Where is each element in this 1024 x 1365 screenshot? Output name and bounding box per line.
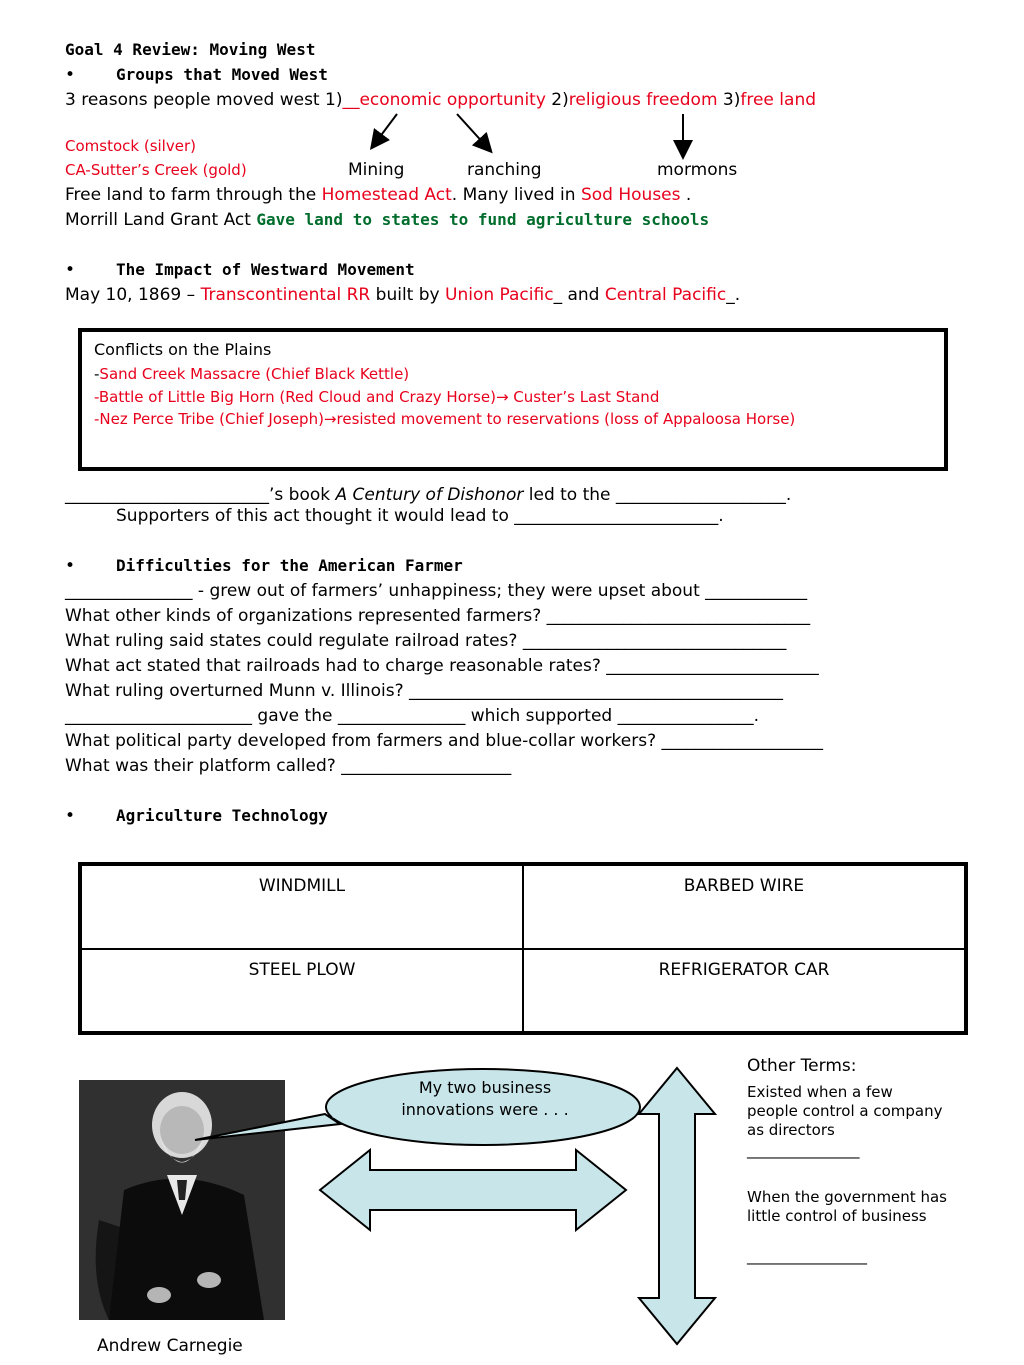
question-4: What act stated that railroads had to charge reasonable rates? _________________________ (65, 656, 819, 676)
dishonor-line: ________________________’s book A Century of Dishonor led to the ____________________. (65, 485, 792, 505)
morrill-answer: Gave land to states to fund agriculture schools (256, 210, 710, 229)
bullet: • (65, 806, 76, 826)
union-pacific: Union Pacific (445, 285, 554, 305)
conflict-little-big-horn: -Battle of Little Big Horn (Red Cloud and Crazy Horse)→ Custer’s Last Stand (94, 388, 660, 406)
question-5: What ruling overturned Munn v. Illinois? ____________________________________________ (65, 681, 784, 701)
conflict-nez-perce: -Nez Perce Tribe (Chief Joseph)→resisted movement to reservations (loss of Appaloosa Horse) (94, 410, 796, 428)
section-heading-farmer: Difficulties for the American Farmer (116, 556, 463, 575)
reason-land: free land (740, 90, 817, 110)
section-heading-technology: Agriculture Technology (116, 806, 328, 825)
cell-barbed-wire: BARBED WIRE (523, 864, 966, 949)
reasons-line: 3 reasons people moved west 1)__economic opportunity 2)religious freedom 3)free land (65, 90, 817, 110)
term-1-blank: _______________ (747, 1141, 860, 1159)
railroad-line: May 10, 1869 – Transcontinental RR built by Union Pacific_ and Central Pacific_. (65, 285, 741, 305)
cell-windmill: WINDMILL (80, 864, 523, 949)
morrill-line: Morrill Land Grant Act Gave land to states to fund agriculture schools (65, 210, 710, 230)
conflicts-title: Conflicts on the Plains (94, 340, 272, 359)
term-2-definition: When the government has little control of business (747, 1188, 947, 1225)
cell-steel-plow: STEEL PLOW (80, 949, 523, 1034)
question-6: ______________________ gave the _______________ which supported ________________. (65, 706, 759, 726)
term-2-blank: ________________ (747, 1247, 867, 1265)
question-7: What political party developed from farmers and blue-collar workers? ___________________ (65, 731, 824, 751)
question-2: What other kinds of organizations represented farmers? _______________________________ (65, 606, 811, 626)
bullet: • (65, 65, 76, 85)
book-title: A Century of Dishonor (335, 485, 524, 505)
question-8: What was their platform called? ____________________ (65, 756, 512, 776)
reason-economic: __economic opportunity (342, 90, 546, 110)
question-1: _______________ - grew out of farmers’ unhappiness; they were upset about ____________ (65, 581, 808, 601)
section-heading-impact: The Impact of Westward Movement (116, 260, 415, 279)
term-1-definition: Existed when a few people control a company as directors (747, 1083, 943, 1139)
arrow-to-ranching (457, 114, 486, 146)
double-arrow-horizontal (318, 1148, 630, 1232)
mormons-label: mormons (657, 160, 738, 180)
transcontinental-rr: Transcontinental RR (200, 285, 371, 305)
dishonor-line-2: Supporters of this act thought it would lead to ________________________. (116, 506, 724, 526)
conflict-sand-creek: -Sand Creek Massacre (Chief Black Kettle) (94, 365, 410, 383)
other-terms-heading: Other Terms: (747, 1056, 857, 1076)
double-arrow-vertical (636, 1066, 718, 1346)
mining-label: Mining (348, 160, 405, 180)
photo-caption: Andrew Carnegie (97, 1336, 243, 1356)
sod-houses: Sod Houses (580, 185, 681, 205)
comstock-text: Comstock (silver) (65, 137, 196, 155)
section-heading-groups: Groups that Moved West (116, 65, 328, 84)
speech-bubble-text: My two business innovations were . . . (401, 1078, 569, 1120)
question-3: What ruling said states could regulate railroad rates? _______________________________ (65, 631, 787, 651)
arrow-to-mining (376, 114, 397, 142)
sutter-text: CA-Sutter’s Creek (gold) (65, 161, 247, 179)
cell-refrigerator-car: REFRIGERATOR CAR (523, 949, 966, 1034)
ranching-label: ranching (467, 160, 542, 180)
conflicts-box (78, 328, 948, 471)
technology-table (78, 862, 968, 1035)
bullet: • (65, 556, 76, 576)
homestead-line: Free land to farm through the Homestead Act. Many lived in Sod Houses . (65, 185, 692, 205)
homestead-act: Homestead Act (321, 185, 452, 205)
page-title: Goal 4 Review: Moving West (65, 40, 316, 59)
bullet: • (65, 260, 76, 280)
reason-religious: religious freedom (568, 90, 718, 110)
central-pacific: Central Pacific (604, 285, 727, 305)
